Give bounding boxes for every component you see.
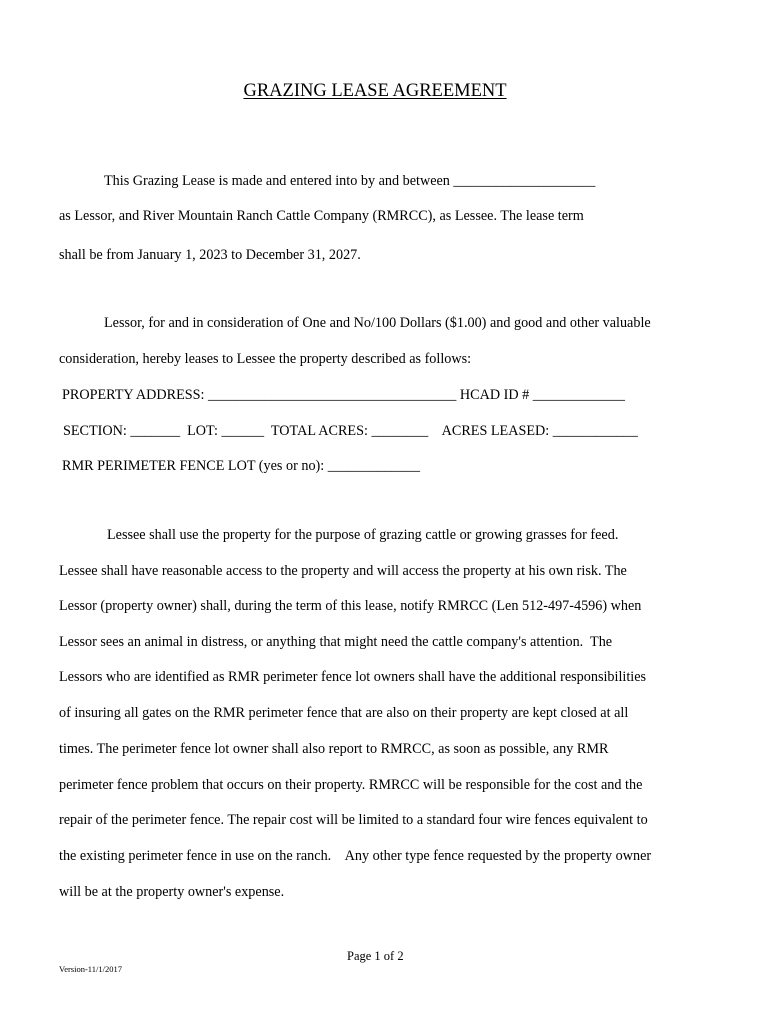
page-number: Page 1 of 2 — [347, 949, 404, 963]
paragraph-3-line-5: Lessors who are identified as RMR perimeter fence lot owners shall have the additional responsibilities — [59, 669, 647, 685]
paragraph-2-line-2: consideration, hereby leases to Lessee the property described as follows: — [59, 351, 472, 367]
section-lot-acres-field: SECTION: _______ LOT: ______ TOTAL ACRES: ________ ACRES LEASED: ____________ — [63, 423, 638, 439]
paragraph-3-line-2: Lessee shall have reasonable access to the property and will access the property at his own risk. The — [59, 563, 627, 579]
paragraph-1-line-2: as Lessor, and River Mountain Ranch Cattle Company (RMRCC), as Lessee. The lease term — [59, 208, 584, 224]
paragraph-3-line-7: times. The perimeter fence lot owner shall also report to RMRCC, as soon as possible, any RMR — [59, 741, 609, 757]
paragraph-3-line-6: of insuring all gates on the RMR perimeter fence that are also on their property are kept closed at all — [59, 705, 629, 721]
paragraph-3-line-3: Lessor (property owner) shall, during the term of this lease, notify RMRCC (Len 512-497-4596) when — [59, 598, 642, 614]
paragraph-3-line-8: perimeter fence problem that occurs on their property. RMRCC will be responsible for the cost and the — [59, 777, 643, 793]
version-label: Version-11/1/2017 — [59, 964, 122, 974]
paragraph-3-line-10: the existing perimeter fence in use on the ranch. Any other type fence requested by the property owner — [59, 848, 652, 864]
paragraph-1-line-3: shall be from January 1, 2023 to December 31, 2027. — [59, 247, 361, 263]
page-title: GRAZING LEASE AGREEMENT — [243, 81, 507, 101]
paragraph-3-line-1: Lessee shall use the property for the purpose of grazing cattle or growing grasses for feed. — [107, 527, 619, 543]
paragraph-3-line-4: Lessor sees an animal in distress, or anything that might need the cattle company's attention. The — [59, 634, 613, 650]
paragraph-3-line-9: repair of the perimeter fence. The repair cost will be limited to a standard four wire fences equivalent to — [59, 812, 648, 828]
property-address-field: PROPERTY ADDRESS: ___________________________________ HCAD ID # _____________ — [62, 387, 626, 403]
paragraph-2-line-1: Lessor, for and in consideration of One and No/100 Dollars ($1.00) and good and other valuable — [104, 315, 651, 331]
perimeter-fence-lot-field: RMR PERIMETER FENCE LOT (yes or no): _____________ — [62, 458, 420, 474]
paragraph-1-line-1: This Grazing Lease is made and entered into by and between ____________________ — [104, 173, 596, 189]
paragraph-3-line-11: will be at the property owner's expense. — [59, 884, 285, 900]
